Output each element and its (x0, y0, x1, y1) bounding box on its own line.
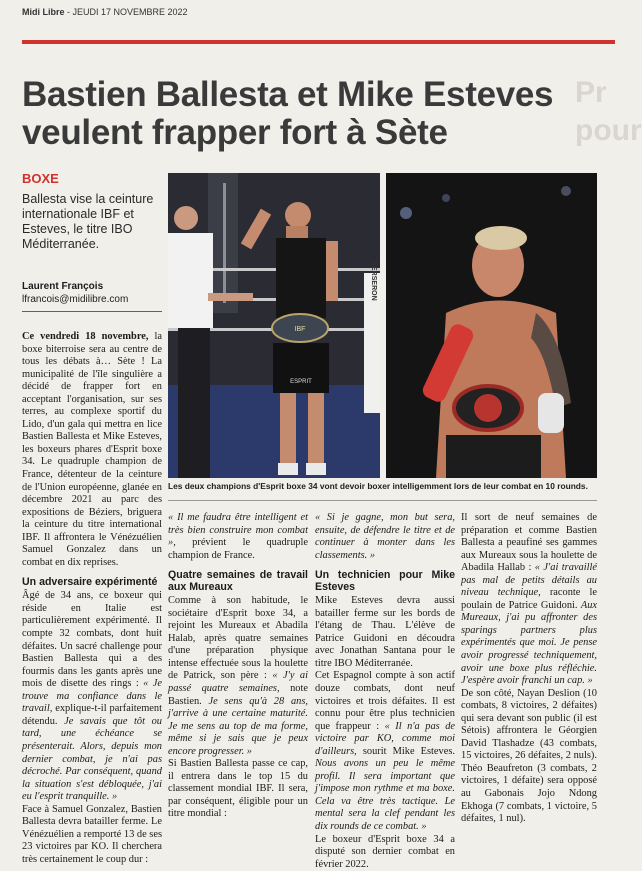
col2-p2-mid: note Bastien. (168, 683, 308, 707)
article-column-1 (22, 331, 162, 866)
trunks-label: ESPRIT (290, 379, 312, 385)
col4-p0-quote2: Aux Mureaux, j'ai pu affronter des sparings partners plus expérimentés que moi. Je pense avoir progressé techniquement, avoir une boxe plus réfléchie. J'espère avoir franchi un cap. » (461, 599, 597, 687)
col2-paragraph-3: Si Bastien Ballesta passe ce cap, il entrera dans le top 15 du classement mondial IBF. Il sera, par conséquent, éligible pour un titre mondial : (168, 758, 308, 820)
col3-p3-quote2: Nous avons un peu le même profil. Il sera important que j'impose mon rythme et ma boxe. Cela va être très tactique. Le mental sera la clef pendant les dix rounds de ce combat. » (315, 758, 455, 833)
col2-p1-quote: « Il me faudra être intelligent et très bien construire mon combat », (168, 512, 308, 549)
col1-lead: Ce vendredi 18 novembre, (22, 331, 149, 342)
col2-p1-text: prévient le quadruple champion de France. (168, 537, 308, 561)
caption-rule (168, 500, 597, 501)
col3-paragraph-2: Mike Esteves devra aussi batailler ferme sur les bords de l'étang de Thau. L'élève de Patrice Guidoni en découdra avec Jonathan Santana pour le titre IBO Méditerranée. (315, 595, 455, 669)
issue-date: JEUDI 17 NOVEMBRE 2022 (72, 7, 188, 17)
col2-paragraph-2 (168, 595, 308, 758)
col3-p3-quote: « Il n'a pas de victoire par KO, comme moi d'ailleurs, (315, 720, 455, 757)
photo1-illustration (168, 173, 380, 478)
subhead-mureaux: Quatre semaines de travail aux Mureaux (168, 569, 308, 594)
col2-paragraph-1 (168, 512, 308, 562)
col4-p0-quote: « J'ai travaillé pas mal de petits détails au niveau technique, (461, 562, 597, 599)
col2-p2-quote2: Je sens qu'à 28 ans, j'arrive à une certaine maturité. Je me sens au top de ma forme, même si je sais que je peux encore progresser. » (168, 695, 308, 757)
col3-p3-mid: sourit Mike Esteves. (356, 745, 455, 757)
author-name: Laurent François (22, 281, 104, 292)
col1-p1-text: la boxe biterroise sera au centre de tous les débats à… Sète ! La municipalité de l'île singulière a décidé de frapper fort en acceptant l'organisation, sur ses terres, au complexe sportif du Lido, d'un gala qui mettra en lice Bastien Ballesta et Mike Esteves, les boxeurs phares d'Esprit boxe 34. Le quadruple champion de France, détenteur de la ceinture de l'Union européenne, glanée en décembre 2021 au parc des expositions de Béziers, briguera la ceinture du titre international IBF. Il affrontera le Vénézuélien Samuel Gonzalez dans un combat en dix reprises. (22, 331, 162, 568)
col3-paragraph-4: Le boxeur d'Esprit boxe 34 a disputé son dernier combat en février 2022. (315, 833, 455, 870)
subhead-technicien: Un technicien pour Mike Esteves (315, 569, 455, 594)
col2-p2-text: Comme à son habitude, le sociétaire d'Esprit boxe 34, a rejoint les Mureaux et Abadila Halab, après quatre semaines d'une préparation physique intense effectuée sous la houlette de Patrick, son père : (168, 595, 308, 682)
masthead (22, 7, 188, 17)
col4-p0-text: Il sort de neuf semaines de préparation et comme Bastien Ballesta a peaufiné ses gammes aux Mureaux sous la houlette de Abadila Hallab : (461, 512, 597, 574)
belt-label: IBF (294, 326, 306, 333)
subhead-adversaire: Un adversaire expérimenté (22, 576, 158, 589)
col1-p2-text: Âgé de 34 ans, ce boxeur qui réside en Italie est particulièrement expérimenté. Il compte 32 combats, dont huit défaites. Un sacré challenge pour Bastien Ballesta qui a des fourmis dans les gants après une mois de disette des rings : (22, 590, 162, 690)
ring-corner-sign: VERSERON (370, 261, 377, 301)
paper-name: Midi Libre (22, 7, 65, 17)
adjacent-article-headline: Pr pour (575, 76, 642, 147)
byline (22, 280, 162, 306)
col1-paragraph-2 (22, 590, 162, 803)
col1-p2-mid: explique-t-il parfaitement détendu. (22, 703, 162, 727)
article-standfirst: Ballesta vise la ceinture internationale IBF et Esteves, le titre IBO Méditerranée. (22, 192, 154, 251)
col4-p0-mid: raconte le poulain de Patrice Guidoni. (461, 587, 597, 611)
col2-p2-quote: « J'y ai passé quatre semaines, (168, 670, 309, 695)
col3-paragraph-3 (315, 670, 455, 833)
col4-paragraph-1: De son côté, Nayan Deslion (10 combats, 8 victoires, 2 défaites) qui sera devant son public (il est Sétois) affrontera le Géorgien David Tlashadze (43 combats, 15 victoires, 26 défaites, 2 nuls). Théo Beaufreton (3 combats, 2 victoires, 1 défaite) sera opposé au Gabonais Jojo Ndong Ekhoga (7 combats, 1 victoire, 5 défaites, 1 nul). (461, 687, 597, 825)
byline-rule (22, 311, 162, 312)
photo-esteves (386, 173, 597, 478)
col3-paragraph-1: « Si je gagne, mon but sera, ensuite, de défendre le titre et de continuer à monter dans les classements. » (315, 512, 455, 561)
col3-p3-text: Cet Espagnol compte à son actif douze combats, dont neuf victoires et trois défaites. Il est connu pour être plus technicien que frappeur : (315, 670, 455, 732)
author-email[interactable]: lfrancois@midilibre.com (22, 294, 129, 305)
article-headline: Bastien Ballesta et Mike Esteves veulent frapper fort à Sète (22, 75, 554, 152)
photo-caption: Les deux champions d'Esprit boxe 34 vont devoir boxer intelligemment lors de leur combat en 10 rounds. (168, 481, 588, 491)
col1-p2-quote1: « Je trouve ma confiance dans le travail, (22, 678, 162, 715)
article-column-2 (168, 512, 308, 821)
col1-paragraph-3: Face à Samuel Gonzalez, Bastien Ballesta devra batailler ferme. Le Vénézuélien a remporté 13 de ses 23 victoires par KO. Il cherchera très certainement le coup dur : (22, 803, 162, 865)
col1-p2-quote2: Je savais que tôt ou tard, une échéance se présenterait. Alors, depuis mon dernier combat, je n'ai pas décroché. Par conséquent, quand la situation s'est débloquée, j'ai eu l'esprit tranquille. » (22, 715, 162, 803)
header-rule (22, 40, 615, 44)
section-rubric: BOXE (22, 171, 59, 186)
masthead-separator: - (64, 7, 73, 17)
col4-paragraph-0 (461, 512, 597, 688)
article-column-3 (315, 512, 455, 871)
col1-paragraph-1 (22, 331, 162, 569)
article-column-4 (461, 512, 597, 826)
photo2-illustration (386, 173, 597, 478)
photo-ballesta-ring (168, 173, 380, 478)
